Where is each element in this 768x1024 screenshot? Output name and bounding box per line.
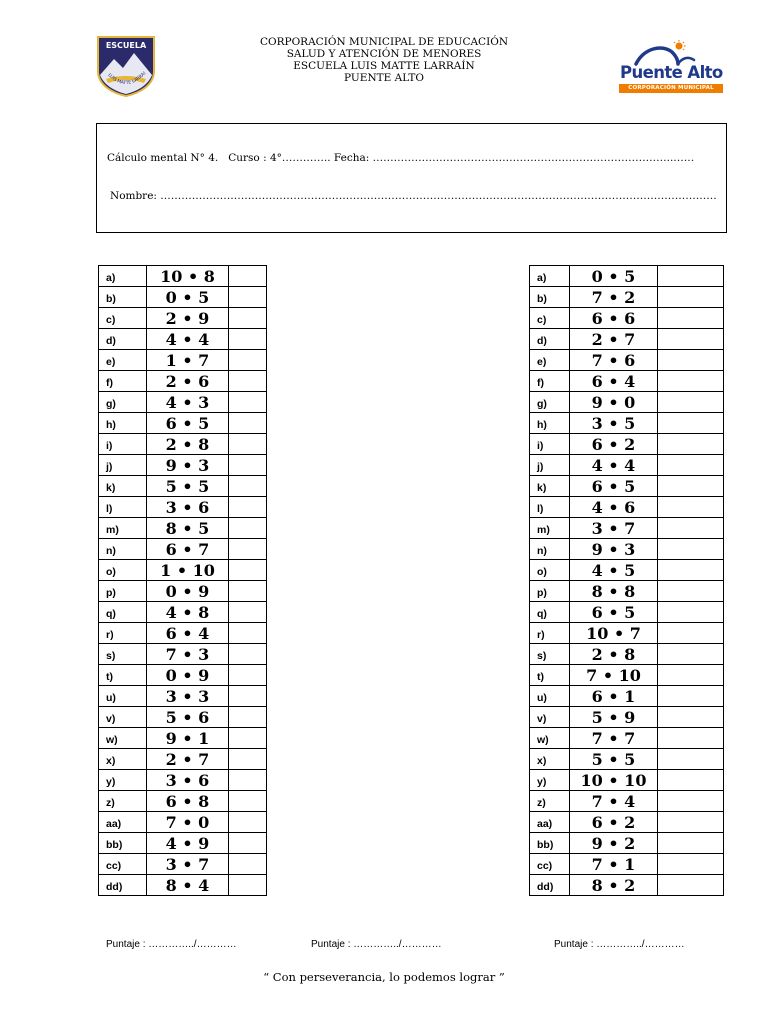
exercise-row <box>530 350 724 371</box>
exercise-operation: 0 • 9 <box>147 665 229 686</box>
course-field[interactable]: Curso : 4°………….. <box>228 152 331 164</box>
exercise-row <box>99 665 267 686</box>
answer-cell[interactable] <box>658 392 724 413</box>
exercise-row <box>530 329 724 350</box>
exercise-label: b) <box>99 287 147 308</box>
exercise-operation: 2 • 6 <box>147 371 229 392</box>
exercise-row <box>530 497 724 518</box>
answer-cell[interactable] <box>229 686 267 707</box>
answer-cell[interactable] <box>229 560 267 581</box>
exercise-row <box>530 266 724 287</box>
exercise-row <box>99 308 267 329</box>
exercise-label: j) <box>99 455 147 476</box>
answer-cell[interactable] <box>229 707 267 728</box>
exercise-operation: 8 • 8 <box>570 581 658 602</box>
answer-cell[interactable] <box>658 728 724 749</box>
answer-cell[interactable] <box>658 875 724 896</box>
exercise-label: z) <box>530 791 570 812</box>
exercise-row <box>530 413 724 434</box>
exercise-operation: 9 • 3 <box>570 539 658 560</box>
answer-cell[interactable] <box>229 308 267 329</box>
answer-cell[interactable] <box>658 833 724 854</box>
answer-cell[interactable] <box>229 623 267 644</box>
answer-cell[interactable] <box>658 791 724 812</box>
exercise-row <box>530 560 724 581</box>
exercise-row <box>99 266 267 287</box>
answer-cell[interactable] <box>229 791 267 812</box>
exercise-operation: 3 • 7 <box>570 518 658 539</box>
exercise-label: g) <box>530 392 570 413</box>
exercise-label: c) <box>530 308 570 329</box>
exercise-operation: 7 • 1 <box>570 854 658 875</box>
answer-cell[interactable] <box>658 602 724 623</box>
exercise-operation: 2 • 9 <box>147 308 229 329</box>
exercise-row <box>530 833 724 854</box>
exercise-label: v) <box>99 707 147 728</box>
answer-cell[interactable] <box>229 329 267 350</box>
exercise-label: o) <box>99 560 147 581</box>
exercise-label: dd) <box>530 875 570 896</box>
answer-cell[interactable] <box>658 518 724 539</box>
header-line: ESCUELA LUIS MATTE LARRAÍN <box>293 60 475 72</box>
exercise-row <box>530 875 724 896</box>
answer-cell[interactable] <box>658 539 724 560</box>
answer-cell[interactable] <box>658 581 724 602</box>
exercise-label: k) <box>99 476 147 497</box>
brand-subtitle: CORPORACIÓN MUNICIPAL <box>619 84 723 93</box>
exercise-operation: 6 • 6 <box>570 308 658 329</box>
exercise-label: n) <box>530 539 570 560</box>
exercise-operation: 4 • 4 <box>570 455 658 476</box>
exercise-label: q) <box>99 602 147 623</box>
exercise-row <box>99 350 267 371</box>
exercise-operation: 6 • 1 <box>570 686 658 707</box>
answer-cell[interactable] <box>658 749 724 770</box>
school-logo-arc-text: LUIS MATTE LARRAI <box>106 71 148 87</box>
school-logo-text: ESCUELA <box>105 41 147 50</box>
exercise-label: e) <box>99 350 147 371</box>
exercise-operation: 5 • 6 <box>147 707 229 728</box>
answer-cell[interactable] <box>229 392 267 413</box>
answer-cell[interactable] <box>658 371 724 392</box>
school-shield-logo <box>96 35 156 97</box>
exercise-row <box>99 644 267 665</box>
exercise-row <box>530 455 724 476</box>
exercise-label: u) <box>530 686 570 707</box>
answer-cell[interactable] <box>658 665 724 686</box>
exercise-label: y) <box>530 770 570 791</box>
exercise-label: y) <box>99 770 147 791</box>
exercise-label: x) <box>99 749 147 770</box>
exercise-operation: 3 • 5 <box>570 413 658 434</box>
exercise-label: w) <box>99 728 147 749</box>
exercise-row <box>99 875 267 896</box>
brand-name: Puente Alto <box>620 63 723 82</box>
exercise-label: x) <box>530 749 570 770</box>
exercise-row <box>99 329 267 350</box>
answer-cell[interactable] <box>229 728 267 749</box>
exercise-operation: 0 • 9 <box>147 581 229 602</box>
exercise-operation: 7 • 7 <box>570 728 658 749</box>
exercise-row <box>530 728 724 749</box>
exercise-label: i) <box>99 434 147 455</box>
exercise-operation: 4 • 9 <box>147 833 229 854</box>
answer-cell[interactable] <box>658 455 724 476</box>
exercise-operation: 6 • 8 <box>147 791 229 812</box>
exercise-label: p) <box>99 581 147 602</box>
answer-cell[interactable] <box>658 266 724 287</box>
exercise-label: i) <box>530 434 570 455</box>
exercise-row <box>530 812 724 833</box>
score-line[interactable]: Puntaje : …………../………… <box>311 939 442 950</box>
exercise-operation: 9 • 2 <box>570 833 658 854</box>
exercise-operation: 3 • 7 <box>147 854 229 875</box>
exercise-operation: 5 • 5 <box>570 749 658 770</box>
exercise-row <box>530 686 724 707</box>
score-line[interactable]: Puntaje : …………../………… <box>554 939 685 950</box>
exercise-label: l) <box>99 497 147 518</box>
exercise-row <box>99 812 267 833</box>
answer-cell[interactable] <box>229 875 267 896</box>
exercise-label: q) <box>530 602 570 623</box>
answer-cell[interactable] <box>229 749 267 770</box>
exercise-row <box>99 518 267 539</box>
answer-cell[interactable] <box>229 833 267 854</box>
exercise-row <box>530 392 724 413</box>
score-line[interactable]: Puntaje : …………../………… <box>106 939 237 950</box>
exercise-row <box>99 413 267 434</box>
answer-cell[interactable] <box>229 812 267 833</box>
exercise-row <box>99 287 267 308</box>
exercise-label: s) <box>530 644 570 665</box>
exercise-operation: 10 • 7 <box>570 623 658 644</box>
worksheet-title: Cálculo mental N° 4. <box>107 152 219 164</box>
student-info-box <box>96 123 727 233</box>
answer-cell[interactable] <box>658 644 724 665</box>
exercise-label: bb) <box>530 833 570 854</box>
answer-cell[interactable] <box>229 350 267 371</box>
exercise-label: b) <box>530 287 570 308</box>
exercise-row <box>530 854 724 875</box>
exercise-operation: 7 • 3 <box>147 644 229 665</box>
exercise-label: f) <box>530 371 570 392</box>
exercise-row <box>99 497 267 518</box>
exercise-label: h) <box>99 413 147 434</box>
exercise-row <box>530 287 724 308</box>
exercise-row <box>99 686 267 707</box>
info-line-1 <box>107 152 694 164</box>
header-line: SALUD Y ATENCIÓN DE MENORES <box>286 48 482 60</box>
exercise-row <box>530 434 724 455</box>
answer-cell[interactable] <box>229 434 267 455</box>
shield-icon <box>96 35 156 97</box>
exercise-label: t) <box>99 665 147 686</box>
exercise-label: m) <box>99 518 147 539</box>
exercise-label: c) <box>99 308 147 329</box>
exercise-label: t) <box>530 665 570 686</box>
header-line: CORPORACIÓN MUNICIPAL DE EDUCACIÓN <box>259 36 509 48</box>
exercise-row <box>530 644 724 665</box>
exercise-label: aa) <box>530 812 570 833</box>
header-line: PUENTE ALTO <box>344 72 424 84</box>
exercise-row <box>530 665 724 686</box>
exercise-label: r) <box>530 623 570 644</box>
answer-cell[interactable] <box>658 308 724 329</box>
exercise-label: f) <box>99 371 147 392</box>
exercise-row <box>530 707 724 728</box>
exercise-operation: 10 • 8 <box>147 266 229 287</box>
exercise-label: cc) <box>530 854 570 875</box>
exercise-row <box>99 434 267 455</box>
answer-cell[interactable] <box>658 770 724 791</box>
exercise-operation: 6 • 5 <box>147 413 229 434</box>
exercise-operation: 4 • 3 <box>147 392 229 413</box>
exercise-operation: 0 • 5 <box>570 266 658 287</box>
answer-cell[interactable] <box>658 329 724 350</box>
exercise-label: p) <box>530 581 570 602</box>
answer-cell[interactable] <box>658 707 724 728</box>
exercise-operation: 8 • 5 <box>147 518 229 539</box>
exercise-label: r) <box>99 623 147 644</box>
exercise-operation: 6 • 5 <box>570 602 658 623</box>
exercise-row <box>530 539 724 560</box>
exercise-operation: 10 • 10 <box>570 770 658 791</box>
exercise-operation: 7 • 2 <box>570 287 658 308</box>
answer-cell[interactable] <box>229 644 267 665</box>
exercise-row <box>99 791 267 812</box>
answer-cell[interactable] <box>229 497 267 518</box>
exercise-label: z) <box>99 791 147 812</box>
exercise-row <box>99 833 267 854</box>
exercise-row <box>99 476 267 497</box>
exercise-operation: 9 • 1 <box>147 728 229 749</box>
exercise-row <box>530 749 724 770</box>
exercise-row <box>99 581 267 602</box>
exercise-operation: 2 • 8 <box>570 644 658 665</box>
exercise-row <box>530 518 724 539</box>
answer-cell[interactable] <box>658 497 724 518</box>
answer-cell[interactable] <box>658 560 724 581</box>
exercise-row <box>530 371 724 392</box>
exercise-label: l) <box>530 497 570 518</box>
answer-cell[interactable] <box>658 854 724 875</box>
exercise-operation: 7 • 6 <box>570 350 658 371</box>
left-exercise-table <box>98 265 267 896</box>
exercise-row <box>99 770 267 791</box>
answer-cell[interactable] <box>229 266 267 287</box>
exercise-label: s) <box>99 644 147 665</box>
exercise-row <box>530 581 724 602</box>
exercise-row <box>530 770 724 791</box>
exercise-operation: 4 • 5 <box>570 560 658 581</box>
exercise-operation: 8 • 4 <box>147 875 229 896</box>
exercise-row <box>530 308 724 329</box>
answer-cell[interactable] <box>658 686 724 707</box>
motto: “ Con perseverancia, lo podemos lograr ” <box>263 970 505 984</box>
exercise-operation: 3 • 3 <box>147 686 229 707</box>
exercise-label: g) <box>99 392 147 413</box>
exercise-operation: 2 • 8 <box>147 434 229 455</box>
exercise-row <box>99 728 267 749</box>
school-header <box>234 36 534 84</box>
exercise-row <box>99 539 267 560</box>
exercise-operation: 5 • 5 <box>147 476 229 497</box>
exercise-operation: 6 • 2 <box>570 434 658 455</box>
date-field[interactable]: Fecha: …………………………………………………………………………..…… <box>333 152 695 164</box>
answer-cell[interactable] <box>229 539 267 560</box>
answer-cell[interactable] <box>658 413 724 434</box>
exercise-label: o) <box>530 560 570 581</box>
exercise-row <box>99 623 267 644</box>
exercise-operation: 6 • 2 <box>570 812 658 833</box>
exercise-row <box>530 602 724 623</box>
exercise-row <box>99 455 267 476</box>
answer-cell[interactable] <box>229 602 267 623</box>
exercise-operation: 1 • 7 <box>147 350 229 371</box>
answer-cell[interactable] <box>658 476 724 497</box>
exercise-label: d) <box>99 329 147 350</box>
answer-cell[interactable] <box>229 854 267 875</box>
exercise-operation: 7 • 0 <box>147 812 229 833</box>
exercise-label: u) <box>99 686 147 707</box>
exercise-label: a) <box>530 266 570 287</box>
exercise-operation: 6 • 5 <box>570 476 658 497</box>
exercise-operation: 5 • 9 <box>570 707 658 728</box>
exercise-label: a) <box>99 266 147 287</box>
answer-cell[interactable] <box>229 413 267 434</box>
exercise-operation: 6 • 7 <box>147 539 229 560</box>
answer-cell[interactable] <box>229 665 267 686</box>
exercise-operation: 7 • 10 <box>570 665 658 686</box>
exercise-label: aa) <box>99 812 147 833</box>
answer-cell[interactable] <box>229 287 267 308</box>
answer-cell[interactable] <box>658 812 724 833</box>
exercise-label: d) <box>530 329 570 350</box>
answer-cell[interactable] <box>229 581 267 602</box>
exercise-label: m) <box>530 518 570 539</box>
answer-cell[interactable] <box>229 476 267 497</box>
exercise-operation: 7 • 4 <box>570 791 658 812</box>
exercise-row <box>530 791 724 812</box>
exercise-operation: 1 • 10 <box>147 560 229 581</box>
answer-cell[interactable] <box>658 623 724 644</box>
answer-cell[interactable] <box>229 518 267 539</box>
exercise-operation: 6 • 4 <box>570 371 658 392</box>
exercise-operation: 0 • 5 <box>147 287 229 308</box>
exercise-label: cc) <box>99 854 147 875</box>
name-field[interactable]: Nombre: …………………………………………………………………………………………………………………………………………… <box>110 190 717 202</box>
exercise-operation: 4 • 8 <box>147 602 229 623</box>
exercise-operation: 6 • 4 <box>147 623 229 644</box>
answer-cell[interactable] <box>229 371 267 392</box>
exercise-operation: 3 • 6 <box>147 497 229 518</box>
exercise-label: j) <box>530 455 570 476</box>
exercise-operation: 9 • 0 <box>570 392 658 413</box>
exercise-label: w) <box>530 728 570 749</box>
answer-cell[interactable] <box>658 287 724 308</box>
exercise-row <box>99 392 267 413</box>
exercise-label: dd) <box>99 875 147 896</box>
puente-alto-logo <box>618 40 728 98</box>
answer-cell[interactable] <box>658 434 724 455</box>
answer-cell[interactable] <box>229 770 267 791</box>
exercise-row <box>99 707 267 728</box>
exercise-label: bb) <box>99 833 147 854</box>
exercise-operation: 2 • 7 <box>147 749 229 770</box>
exercise-operation: 4 • 6 <box>570 497 658 518</box>
exercise-label: v) <box>530 707 570 728</box>
answer-cell[interactable] <box>229 455 267 476</box>
exercise-label: n) <box>99 539 147 560</box>
exercise-operation: 4 • 4 <box>147 329 229 350</box>
exercise-operation: 8 • 2 <box>570 875 658 896</box>
exercise-label: h) <box>530 413 570 434</box>
exercise-row <box>530 476 724 497</box>
right-exercise-table <box>529 265 724 896</box>
exercise-row <box>530 623 724 644</box>
exercise-row <box>99 602 267 623</box>
exercise-label: k) <box>530 476 570 497</box>
exercise-label: e) <box>530 350 570 371</box>
exercise-operation: 2 • 7 <box>570 329 658 350</box>
exercise-row <box>99 749 267 770</box>
exercise-operation: 3 • 6 <box>147 770 229 791</box>
exercise-row <box>99 371 267 392</box>
exercise-operation: 9 • 3 <box>147 455 229 476</box>
answer-cell[interactable] <box>658 350 724 371</box>
exercise-row <box>99 560 267 581</box>
exercise-row <box>99 854 267 875</box>
